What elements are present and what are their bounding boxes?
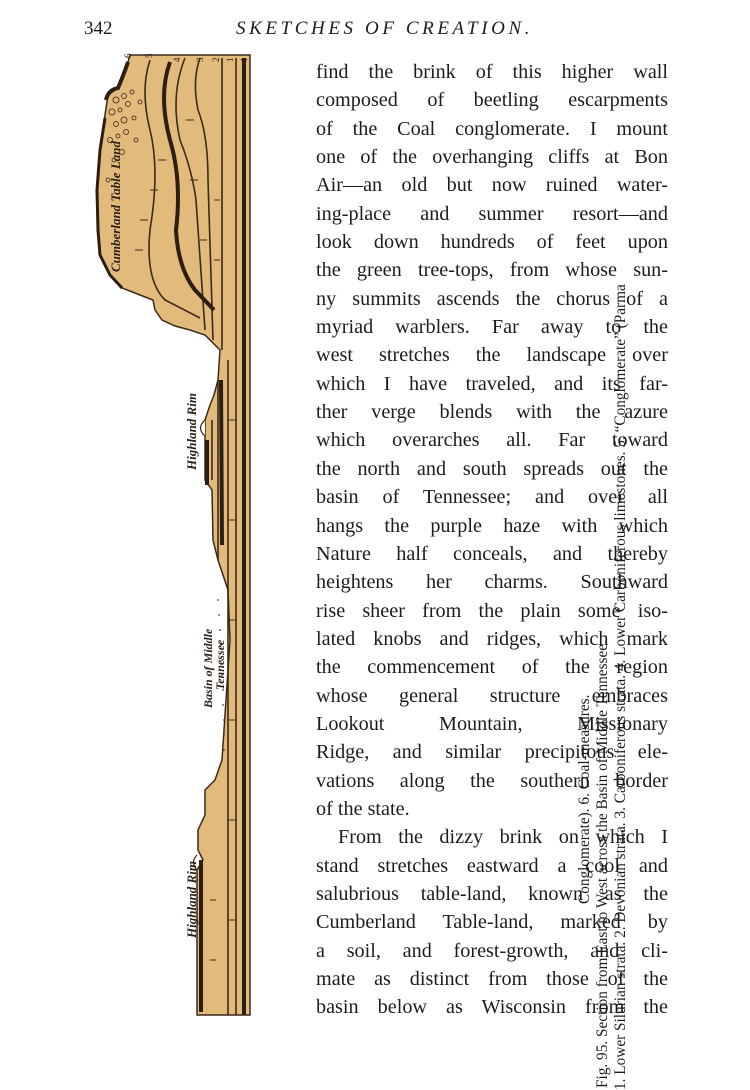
caption-line: Conglomerate). 6. Coal-measures.	[576, 694, 593, 904]
strata-illustration	[0, 0, 300, 1050]
stratum-number: 5	[144, 53, 154, 58]
text-line: composed of beetling escarpments	[316, 89, 668, 112]
stratum-number: 1	[239, 57, 249, 62]
text-line: lated knobs and ridges, which mark	[316, 627, 668, 650]
text-line: myriad warblers. Far away to the	[316, 316, 668, 339]
text-line: which overarches all. Far toward	[316, 429, 668, 452]
text-line: hangs the purple haze with which	[316, 514, 668, 537]
text-line: Cumberland Table-land, marked by	[316, 911, 668, 934]
running-head: SKETCHES OF CREATION.	[236, 18, 534, 39]
rim-notch-upper	[201, 420, 206, 436]
text-line: ing-place and summer resort—and	[316, 202, 668, 225]
stratum-number: 1	[225, 57, 235, 62]
text-line: Lookout Mountain, Missionary	[316, 712, 668, 735]
stratum-number: 6	[123, 53, 133, 58]
text-line: basin below as Wisconsin from the	[316, 996, 668, 1019]
label-highland-rim-upper: Highland Rim	[184, 393, 199, 470]
text-line: basin of Tennessee; and over all	[316, 486, 668, 509]
label-basin-middle: Basin of Middle	[201, 628, 215, 708]
text-line: of the Coal conglomerate. I mount	[316, 117, 668, 140]
stratum-number: 3	[195, 57, 205, 62]
text-line: look down hundreds of feet upon	[316, 231, 668, 254]
text-line: Air—an old but now ruined water-	[316, 174, 668, 197]
text-line: west stretches the landscape over	[316, 344, 668, 367]
text-line: find the brink of this higher wall	[316, 61, 668, 83]
text-line: From the dizzy brink on which I	[338, 826, 668, 849]
text-line: whose general structure embraces	[316, 684, 668, 707]
text-line: the commencement of the region	[316, 656, 668, 679]
text-line: ther verge blends with the azure	[316, 401, 668, 424]
label-basin-tennessee: Tennessee	[213, 639, 227, 690]
text-line: Ridge, and similar precipitous ele-	[316, 741, 668, 764]
body-text	[316, 58, 668, 1022]
stratum-number: 2	[211, 57, 221, 62]
text-line: mate as distinct from those of the	[316, 968, 668, 990]
caption-title: Fig. 95. Section from East to West across the Basin of Middle Tennessee.	[594, 640, 611, 1088]
label-cumberland-table-land: Cumberland Table Land	[108, 141, 123, 272]
text-line: vations along the southern border	[316, 769, 668, 792]
text-line: salubrious table-land, known as the	[316, 882, 668, 905]
text-line: rise sheer from the plain some iso-	[316, 599, 668, 622]
text-line: Nature half conceals, and thereby	[316, 542, 668, 565]
text-line: a soil, and forest-growth, and cli-	[316, 939, 668, 962]
label-highland-rim-lower: Highland Rim	[184, 861, 199, 938]
text-line: heightens her charms. Southward	[316, 571, 668, 594]
text-line: stand stretches eastward a cool and	[316, 854, 668, 877]
stratum-number: 4	[172, 57, 182, 62]
text-line: one of the overhanging cliffs at Bon	[316, 146, 668, 169]
caption-line: 1. Lower Silurian strata. 2. Devonian strata. 3. Carboniferous strata. 4. Lower Carboniferous limestones. 5. “Conglomerate” (Parma	[612, 284, 629, 1090]
text-line: of the state.	[316, 797, 410, 820]
text-line: which I have traveled, and its far-	[316, 372, 668, 395]
text-line: the north and south spreads out the	[316, 457, 668, 480]
page-number: 342	[84, 18, 113, 39]
text-line: the green tree-tops, from whose sun-	[316, 259, 668, 282]
text-line: ny summits ascends the chorus of a	[316, 287, 668, 310]
